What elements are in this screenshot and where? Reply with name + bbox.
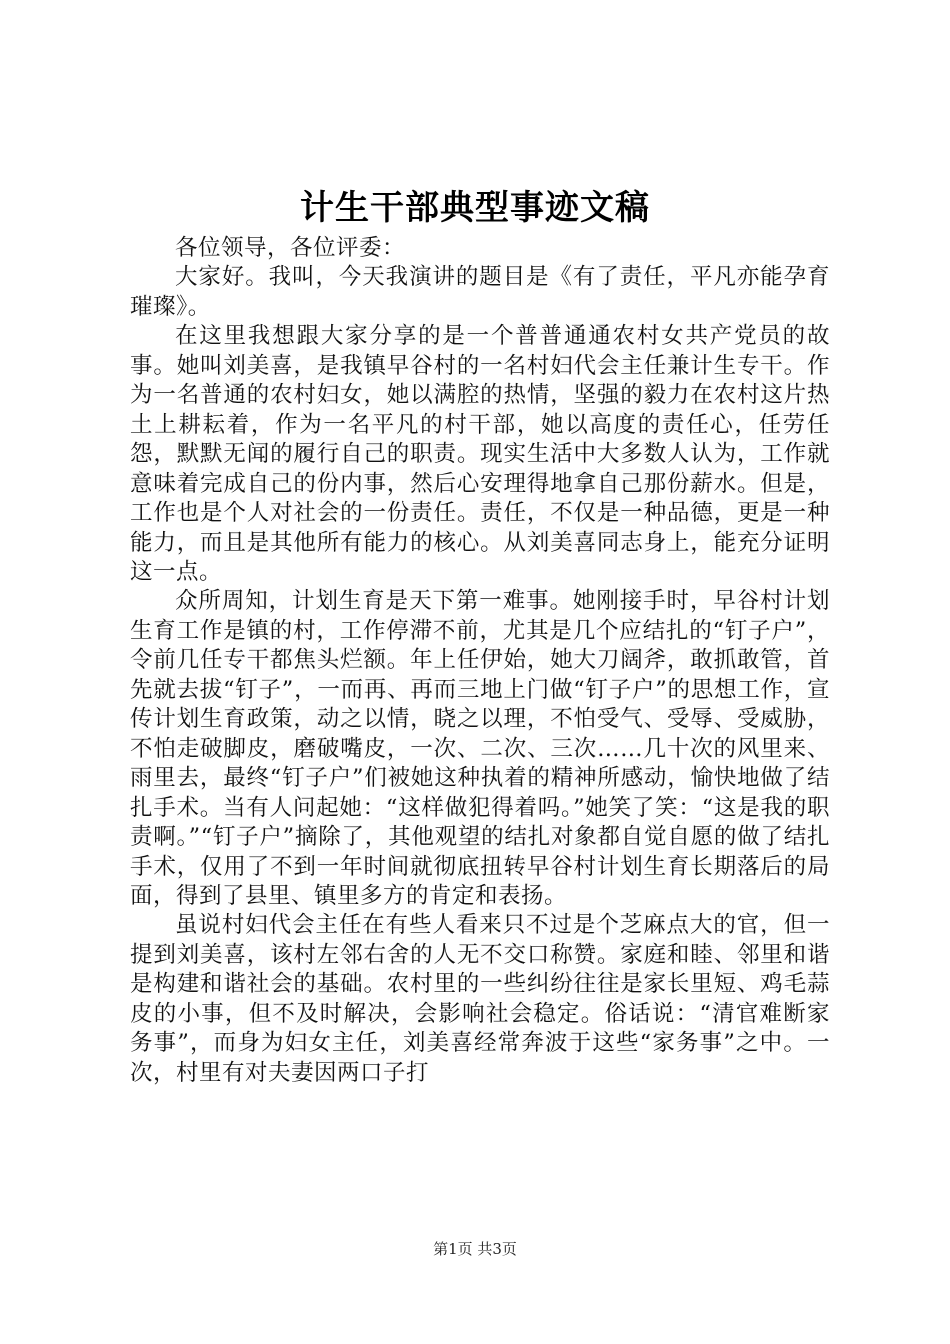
page-footer: 第1页 共3页 [433,1240,517,1258]
paragraph-family-planning: 众所周知，计划生育是天下第一难事。她刚接手时，早谷村计划生育工作是镇的村，工作停滞不前，尤其是几个应结扎的“钉子户”，令前几任专干都焦头烂额。年上任伊始，她大刀阔斧，敢抓敢管，首先就去拔“钉子”，一而再、再而三地上门做“钉子户”的思想工作，宣传计划生育政策，动之以情，晓之以理，不怕受气、受辱、受威胁，不怕走破脚皮，磨破嘴皮，一次、二次、三次……几十次的风里来、雨里去，最终“钉子户”们被她这种执着的精神所感动，愉快地做了结扎手术。当有人问起她：“这样做犯得着吗。”她笑了笑：“这是我的职责啊。”“钉子户”摘除了，其他观望的结扎对象都自觉自愿的做了结扎手术，仅用了不到一年时间就彻底扭转早谷村计划生育长期落后的局面，得到了县里、镇里多方的肯定和表扬。 [130,588,830,909]
paragraph-intro: 大家好。我叫，今天我演讲的题目是《有了责任，平凡亦能孕育璀璨》。 [130,264,830,320]
paragraph-harmony: 虽说村妇代会主任在有些人看来只不过是个芝麻点大的官，但一提到刘美喜，该村左邻右舍的人无不交口称赞。家庭和睦、邻里和谐是构建和谐社会的基础。农村里的一些纠纷往往是家长里短、鸡毛蒜皮的小事，但不及时解决，会影响社会稳定。俗话说：“清官难断家务事”，而身为妇女主任，刘美喜经常奔波于这些“家务事”之中。一次，村里有对夫妻因两口子打 [130,912,830,1086]
document-body [130,234,830,1088]
paragraph-story: 在这里我想跟大家分享的是一个普普通通农村女共产党员的故事。她叫刘美喜，是我镇早谷村的一名村妇代会主任兼计生专干。作为一名普通的农村妇女，她以满腔的热情，坚强的毅力在农村这片热土上耕耘着，作为一名平凡的村干部，她以高度的责任心，任劳任怨，默默无闻的履行自己的职责。现实生活中大多数人认为，工作就意味着完成自己的份内事，然后心安理得地拿自己那份薪水。但是，工作也是个人对社会的一份责任。责任，不仅是一种品德，更是一种能力，而且是其他所有能力的核心。从刘美喜同志身上，能充分证明这一点。 [130,323,830,585]
paragraph-greeting: 各位领导，各位评委： [175,235,406,261]
document-title: 计生干部典型事迹文稿 [300,188,650,228]
